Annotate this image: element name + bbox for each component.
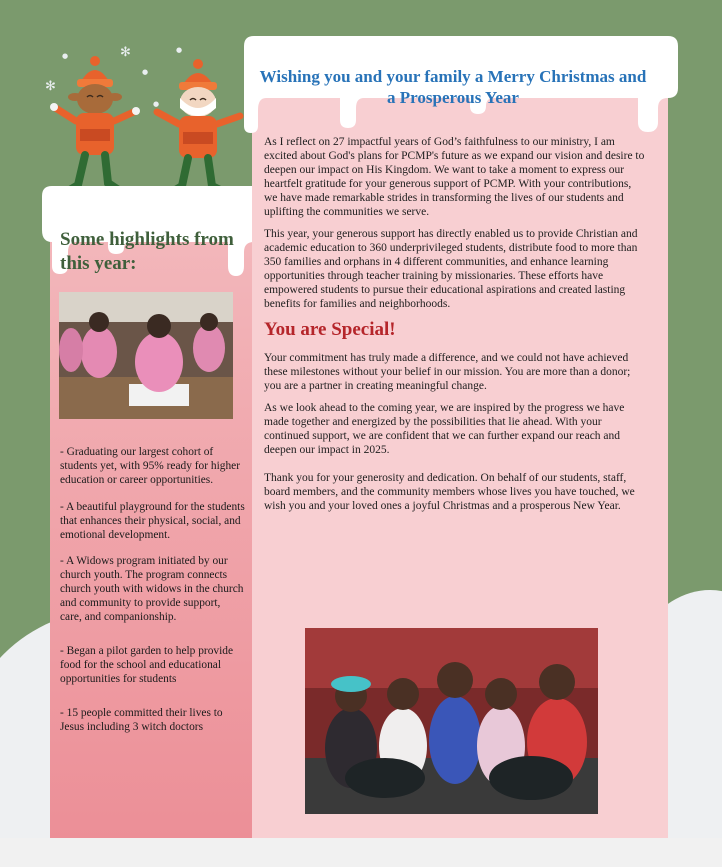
highlights-heading: Some highlights from this year: (60, 229, 234, 274)
snowflake-icon: ● (153, 100, 160, 108)
highlight-item: - Graduating our largest cohort of students yet, with 95% ready for higher education or career opportunities. (60, 446, 240, 486)
highlight-item: - A beautiful playground for the students that enhances their physical, social, and emotional development. (60, 500, 245, 541)
snow-ground (0, 838, 722, 867)
letter-paragraph: As we look ahead to the coming year, we are inspired by the progress we have made together and energized by the possibilities that lie ahead. With your continued support, we are confident that we can further expand our reach and deepen our impact in 2025. (264, 402, 625, 456)
elf-left-icon (50, 55, 140, 205)
snowflake-icon: ● (176, 46, 183, 54)
special-heading: You are Special! (264, 319, 396, 340)
letter-paragraph: Thank you for your generosity and dedication. On behalf of our students, staff, board members, and the community members whose lives you have touched, we wish you and your loved ones a joyful Christmas and a prosperous New Year. (264, 472, 635, 512)
letter-body (264, 135, 646, 521)
letter-paragraph: As I reflect on 27 impactful years of God’s faithfulness to our ministry, I am excited about God's plans for PCMP's future as we expand our vision and desire to deepen our impact on His Kingdom. We want to take a moment to express our heartfelt gratitude for your generous support of PCMP. With your contributions, we have made remarkable strides in transforming the lives of our students and uplifting the communities we serve. (264, 136, 645, 218)
highlight-item: - Began a pilot garden to help provide food for the school and educational opportunities for students (60, 644, 234, 685)
highlight-item: - A Widows program initiated by our church youth. The program connects church youth with widows in the church and community to provide support, care, and companionship. (60, 555, 244, 624)
snowflake-icon: ● (142, 68, 149, 76)
letter-title: Wishing you and your family a Merry Christmas and a Prosperous Year (259, 67, 647, 107)
highlight-item: - 15 people committed their lives to Jesus including 3 witch doctors (60, 706, 223, 733)
students-classroom-photo (59, 292, 233, 419)
letter-paragraph: This year, your generous support has directly enabled us to provide Christian and academic education to 360 underprivileged students, distribute food to more than 350 families and orphans in 4 different communities, and enhance learning opportunities through teacher training by missionaries. These efforts have empowered students to pursue their educational aspirations and created lasting benefits for families and neighborhoods. (264, 228, 638, 310)
snowflake-icon: ✻ (45, 79, 56, 94)
snowflake-icon: ✻ (120, 45, 131, 60)
letter-paragraph: Your commitment has truly made a difference, and we could not have achieved these milestones without your belief in our mission. You are more than a donor; you are a partner in creating meaningful change. (264, 352, 631, 392)
highlights-list (60, 446, 245, 748)
snowflake-icon: ● (62, 52, 69, 60)
children-photo (305, 628, 598, 814)
